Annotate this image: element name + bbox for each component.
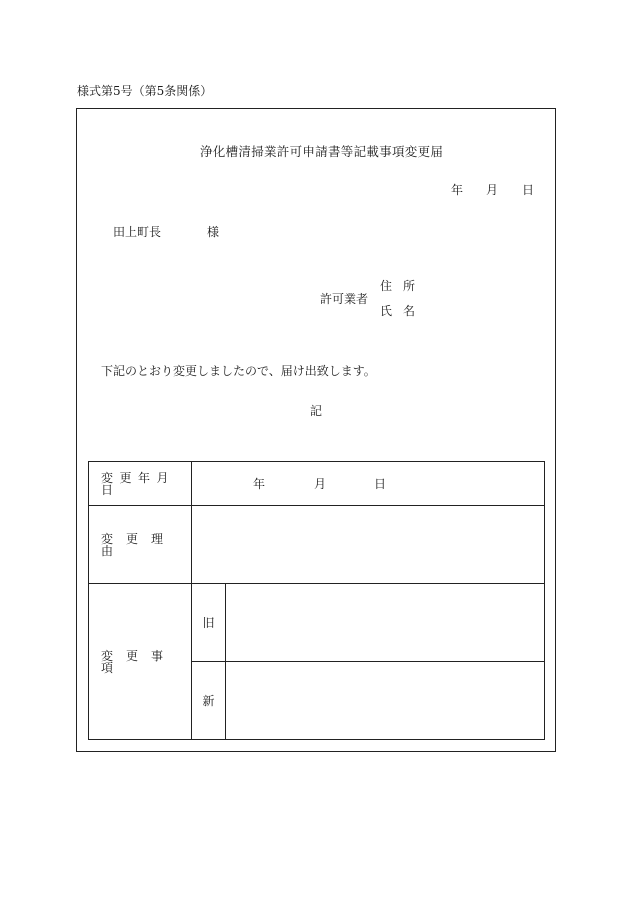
change-month-label: 月 <box>314 477 327 491</box>
submission-month-label: 月 <box>486 183 499 197</box>
change-year-label: 年 <box>253 477 266 491</box>
change-reason-row <box>89 506 545 584</box>
notification-statement: 下記のとおり変更しましたので、届け出致します。 <box>101 364 376 378</box>
document-title: 浄化槽清掃業許可申請書等記載事項変更届 <box>200 144 444 159</box>
submission-day-label: 日 <box>522 183 535 197</box>
name-label: 氏名 <box>380 304 427 318</box>
old-value-field[interactable] <box>226 584 545 662</box>
change-items-label-cell <box>89 584 192 740</box>
change-items-label: 変更事項 <box>101 648 177 675</box>
licensee-label: 許可業者 <box>320 292 369 306</box>
addressee-name: 田上町長 <box>113 225 162 239</box>
change-reason-field[interactable] <box>192 506 545 584</box>
address-label: 住所 <box>380 279 427 293</box>
new-label: 新 <box>202 693 215 708</box>
new-label-cell <box>192 662 226 740</box>
change-items-old-row <box>89 584 545 662</box>
change-date-row <box>89 462 545 506</box>
form-number: 様式第5号（第5条関係） <box>77 84 213 98</box>
change-day-label: 日 <box>374 477 387 491</box>
change-date-field[interactable] <box>192 462 545 506</box>
old-label: 旧 <box>202 615 215 630</box>
record-mark: 記 <box>310 404 323 418</box>
old-label-cell <box>192 584 226 662</box>
new-value-field[interactable] <box>226 662 545 740</box>
change-date-label-cell <box>89 462 192 506</box>
change-reason-label-cell <box>89 506 192 584</box>
addressee-honorific: 様 <box>207 225 220 239</box>
change-details-table <box>88 461 545 740</box>
change-reason-label: 変更理由 <box>101 531 177 558</box>
submission-year-label: 年 <box>451 183 464 197</box>
change-date-label: 変更年月日 <box>101 470 176 497</box>
